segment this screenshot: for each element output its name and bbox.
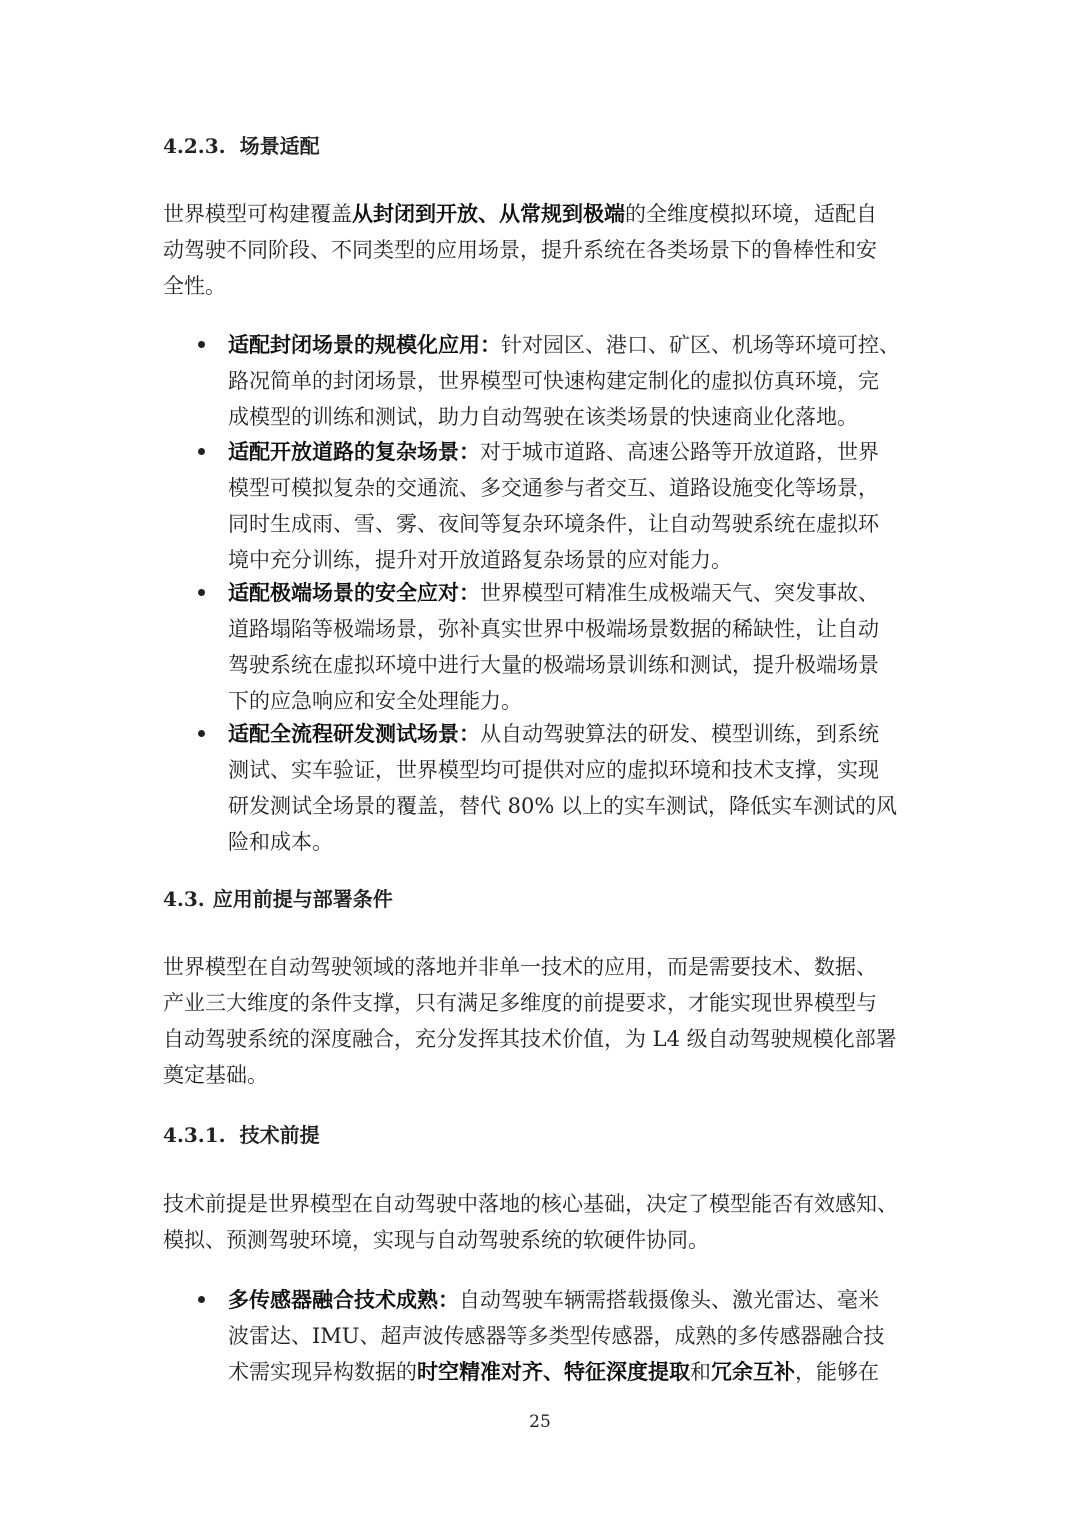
bullet-icon <box>198 589 205 596</box>
bullet-item: 适配开放道路的复杂场景：对于城市道路、高速公路等开放道路，世界 模型可模拟复杂的交通流、多交通参与者交互、道路设施变化等场景， 同时生成雨、雪、雾、夜间等复杂环境条件，让自动驾驶系统在虚拟环 境中充分训练，提升对开放道路复杂场景的应对能力。 <box>228 439 879 572</box>
bullet-icon <box>198 730 205 737</box>
paragraph-line: 全性。 <box>163 274 226 298</box>
bullet-label: 多传感器融合技术成熟： <box>228 1287 459 1312</box>
paragraph-line: 奠定基础。 <box>163 1063 268 1087</box>
paragraph-line: 自动驾驶系统的深度融合，充分发挥其技术价值，为 L4 级自动驾驶规模化部署 <box>163 1027 897 1051</box>
bullet-item: 适配封闭场景的规模化应用：针对园区、港口、矿区、机场等环境可控、 路况简单的封闭场景，世界模型可快速构建定制化的虚拟仿真环境，完 成模型的训练和测试，助力自动驾驶在该类场景的快速商业化落地。 <box>228 332 900 429</box>
section-number: 4.3.1. <box>163 1123 226 1147</box>
paragraph-line: 世界模型可构建覆盖从封闭到开放、从常规到极端的全维度模拟环境，适配自 <box>163 201 877 226</box>
bullet-label: 适配封闭场景的规模化应用： <box>228 332 501 357</box>
paragraph-4-3 <box>163 949 897 1093</box>
bullet-icon <box>198 341 205 348</box>
paragraph-line: 技术前提是世界模型在自动驾驶中落地的核心基础，决定了模型能否有效感知、 <box>163 1192 898 1216</box>
bold-phrase: 冗余互补 <box>711 1359 795 1384</box>
bullet-icon <box>198 448 205 455</box>
bullet-item: 多传感器融合技术成熟：自动驾驶车辆需搭载摄像头、激光雷达、毫米 波雷达、IMU、超声波传感器等多类型传感器，成熟的多传感器融合技 术需实现异构数据的时空精准对齐、特征深度提取和冗余互补，能够在 <box>228 1287 885 1384</box>
section-title: 场景适配 <box>239 134 320 158</box>
section-heading-4-2-3 <box>163 131 320 161</box>
paragraph-line: 产业三大维度的条件支撑，只有满足多维度的前提要求，才能实现世界模型与 <box>163 991 877 1015</box>
page-number: 25 <box>529 1412 551 1432</box>
bold-phrase: 从封闭到开放、从常规到极端 <box>352 201 625 226</box>
section-heading-4-3-1 <box>163 1120 320 1150</box>
section-title: 技术前提 <box>239 1123 320 1147</box>
bullet-label: 适配全流程研发测试场景： <box>228 721 480 746</box>
paragraph-line: 动驾驶不同阶段、不同类型的应用场景，提升系统在各类场景下的鲁棒性和安 <box>163 238 877 262</box>
paragraph-line: 世界模型在自动驾驶领域的落地并非单一技术的应用，而是需要技术、数据、 <box>163 955 877 979</box>
bullet-label: 适配开放道路的复杂场景： <box>228 439 480 464</box>
bullet-item: 适配全流程研发测试场景：从自动驾驶算法的研发、模型训练，到系统 测试、实车验证，世界模型均可提供对应的虚拟环境和技术支撑，实现 研发测试全场景的覆盖，替代 80% 以上的实车测试，降低实车测试的风 险和成本。 <box>228 721 898 854</box>
section-number: 4.2.3. <box>163 134 226 158</box>
section-heading-4-3 <box>163 884 393 914</box>
paragraph-4-3-1 <box>163 1186 898 1258</box>
bullet-icon <box>198 1296 205 1303</box>
section-number: 4.3. <box>163 887 205 911</box>
bullet-label: 适配极端场景的安全应对： <box>228 580 480 605</box>
bold-phrase: 时空精准对齐、特征深度提取 <box>417 1359 690 1384</box>
paragraph-4-2-3 <box>163 196 877 304</box>
bullet-item: 适配极端场景的安全应对：世界模型可精准生成极端天气、突发事故、 道路塌陷等极端场景，弥补真实世界中极端场景数据的稀缺性，让自动 驾驶系统在虚拟环境中进行大量的极端场景训练和测试，提升极端场景 下的应急响应和安全处理能力。 <box>228 580 879 713</box>
paragraph-line: 模拟、预测驾驶环境，实现与自动驾驶系统的软硬件协同。 <box>163 1228 709 1252</box>
section-title: 应用前提与部署条件 <box>212 887 393 911</box>
